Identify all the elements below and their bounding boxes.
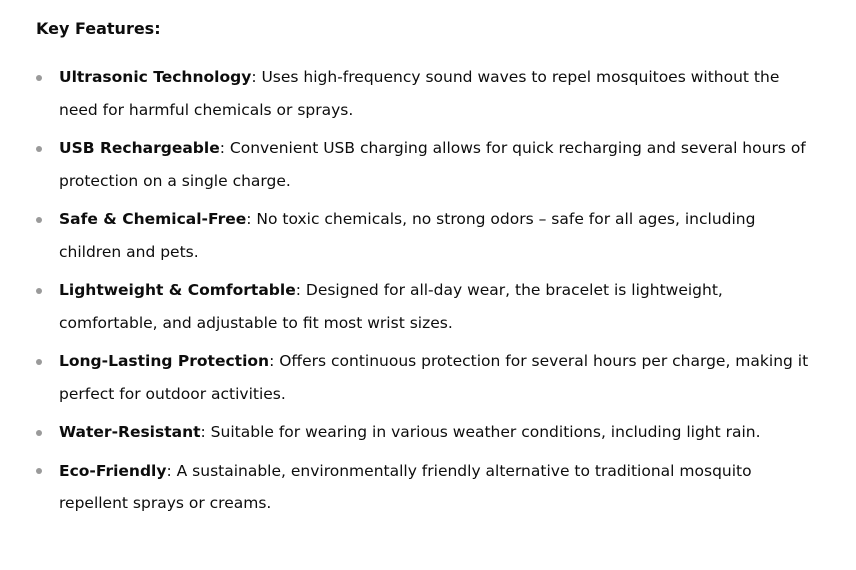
feature-description: : Offers continuous protection for several hours per charge, making it perfect for outdoor activities. [59, 352, 809, 403]
bullet-icon [36, 217, 42, 223]
feature-term: Water-Resistant [59, 423, 201, 441]
bullet-icon [36, 75, 42, 81]
bullet-icon [36, 146, 42, 152]
feature-term: Long-Lasting Protection [59, 352, 270, 370]
list-item [36, 203, 820, 268]
feature-term: Eco-Friendly [59, 461, 167, 480]
feature-term: USB Rechargeable [59, 139, 220, 157]
list-item [36, 345, 820, 410]
feature-description: : Convenient USB charging allows for quick recharging and several hours of protection on a single charge. [59, 139, 806, 190]
feature-term: Lightweight & Comfortable [59, 281, 296, 299]
list-item [36, 455, 820, 520]
feature-description: : Uses high-frequency sound waves to repel mosquitoes without the need for harmful chemicals or sprays. [59, 68, 780, 119]
feature-description: : A sustainable, environmentally friendly alternative to traditional mosquito repellent sprays or creams. [59, 461, 752, 512]
feature-term: Safe & Chemical-Free [59, 210, 247, 228]
feature-list [36, 61, 820, 520]
bullet-icon [36, 359, 42, 365]
feature-term: Ultrasonic Technology [59, 68, 252, 86]
bullet-icon [36, 468, 42, 474]
feature-description: : Suitable for wearing in various weather conditions, including light rain. [200, 423, 761, 441]
feature-description: : Designed for all-day wear, the bracelet is lightweight, comfortable, and adjustable to fit most wrist sizes. [59, 281, 723, 332]
bullet-icon [36, 430, 42, 436]
feature-description: : No toxic chemicals, no strong odors – safe for all ages, including children and pets. [59, 210, 756, 261]
list-item [36, 132, 820, 197]
list-item [36, 274, 820, 339]
section-heading: Key Features: [36, 19, 161, 38]
list-item [36, 416, 820, 449]
bullet-icon [36, 288, 42, 294]
list-item [36, 61, 820, 126]
